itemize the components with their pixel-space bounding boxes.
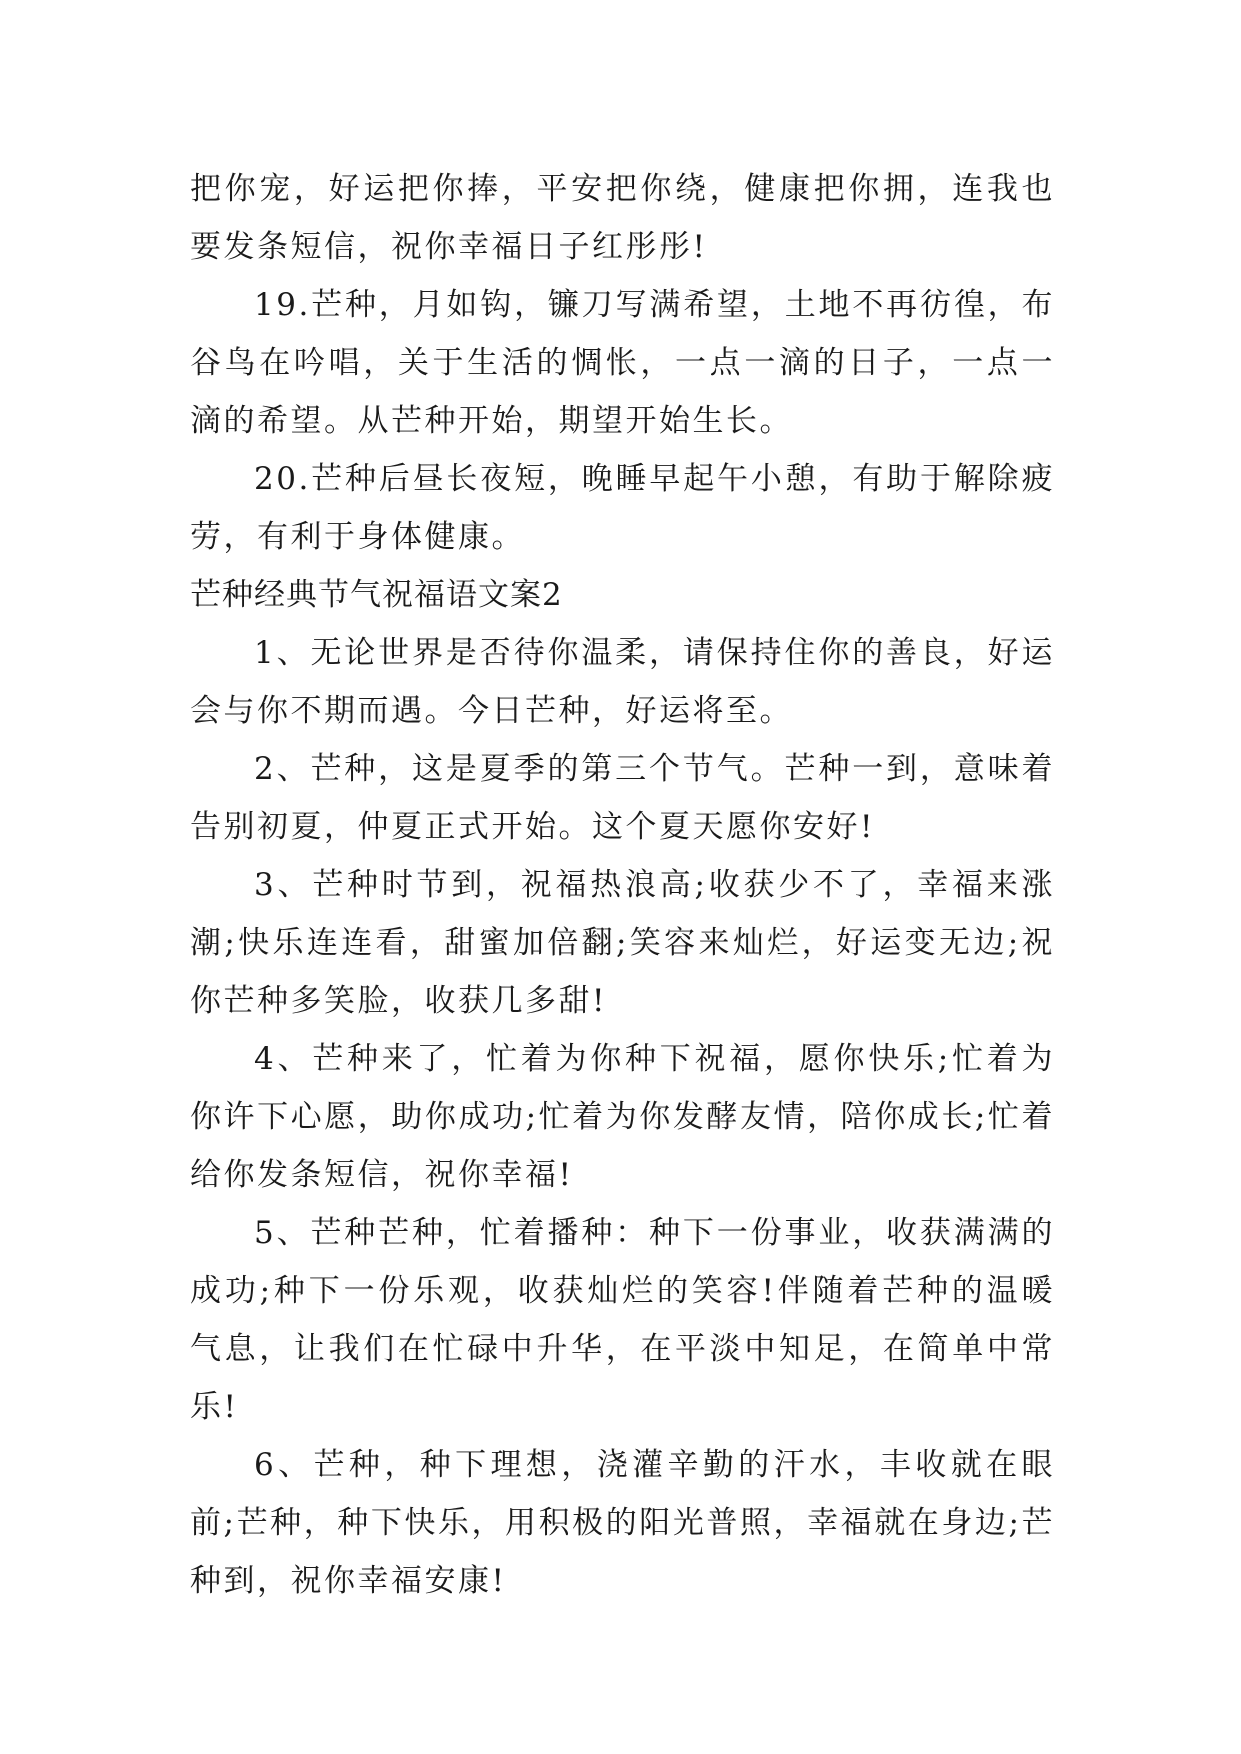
list-item-4: 4、芒种来了，忙着为你种下祝福，愿你快乐;忙着为你许下心愿，助你成功;忙着为你发酵友情，陪你成长;忙着给你发条短信，祝你幸福! [190,1041,1055,1193]
list-item-1: 1、无论世界是否待你温柔，请保持住你的善良，好运会与你不期而遇。今日芒种，好运将至。 [190,635,1055,729]
paragraph-item-20: 20.芒种后昼长夜短，晚睡早起午小憩，有助于解除疲劳，有利于身体健康。 [190,461,1055,555]
document-body [190,160,1055,1610]
list-item-6: 6、芒种，种下理想，浇灌辛勤的汗水，丰收就在眼前;芒种，种下快乐，用积极的阳光普照，幸福就在身边;芒种到，祝你幸福安康! [190,1447,1055,1599]
section-heading: 芒种经典节气祝福语文案2 [190,577,563,613]
paragraph-continued: 把你宠，好运把你捧，平安把你绕，健康把你拥，连我也要发条短信，祝你幸福日子红彤彤! [190,171,1055,265]
list-item-3: 3、芒种时节到，祝福热浪高;收获少不了，幸福来涨潮;快乐连连看，甜蜜加倍翻;笑容来灿烂，好运变无边;祝你芒种多笑脸，收获几多甜! [190,867,1055,1019]
list-item-5: 5、芒种芒种，忙着播种：种下一份事业，收获满满的成功;种下一份乐观，收获灿烂的笑容!伴随着芒种的温暖气息，让我们在忙碌中升华，在平淡中知足，在简单中常乐! [190,1215,1055,1425]
paragraph-item-19: 19.芒种，月如钩，镰刀写满希望，土地不再彷徨，布谷鸟在吟唱，关于生活的惆怅，一点一滴的日子，一点一滴的希望。从芒种开始，期望开始生长。 [190,287,1055,439]
list-item-2: 2、芒种，这是夏季的第三个节气。芒种一到，意味着告别初夏，仲夏正式开始。这个夏天愿你安好! [190,751,1055,845]
